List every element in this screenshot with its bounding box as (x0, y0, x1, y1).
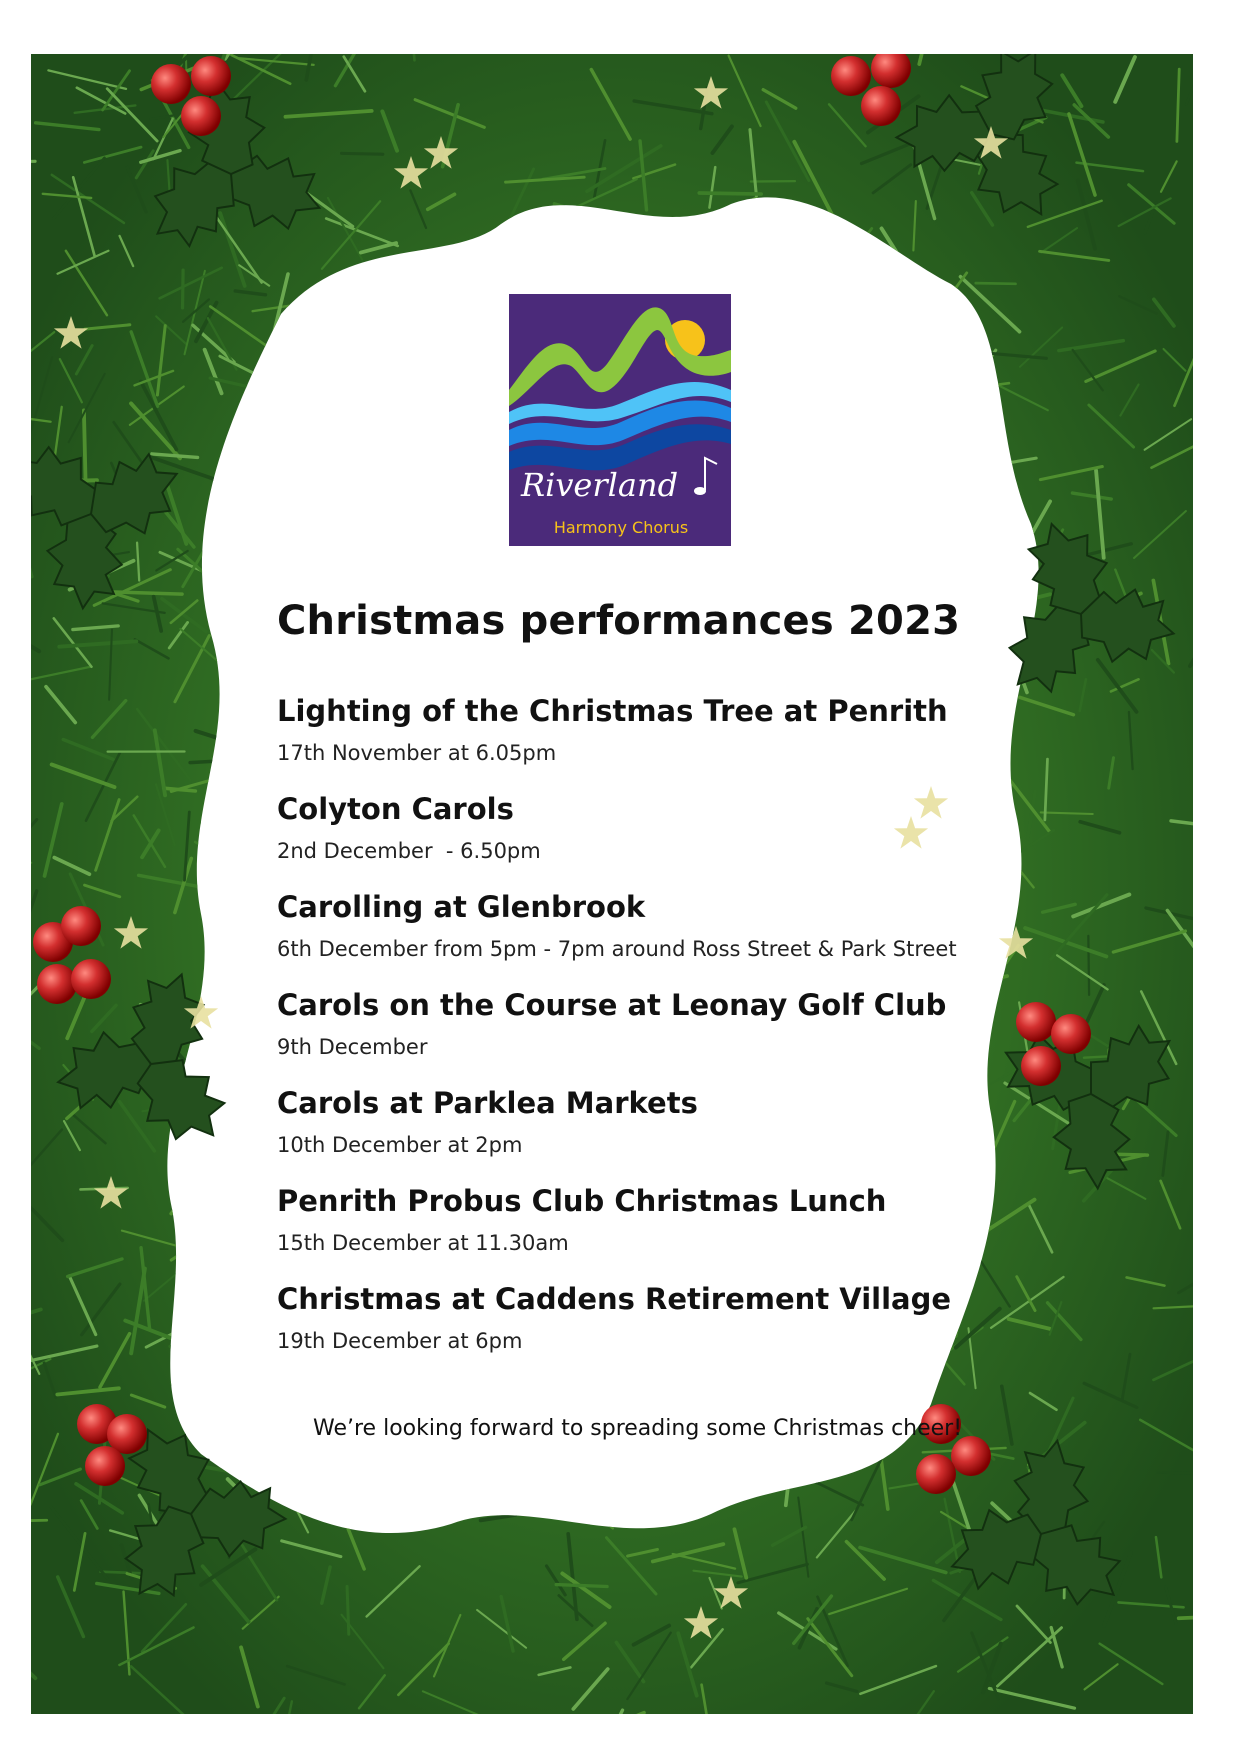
holly-berry (831, 56, 871, 96)
holly-berry (1016, 1002, 1056, 1042)
event-name: Christmas at Caddens Retirement Village (277, 1282, 952, 1316)
holly-berry (61, 906, 101, 946)
holly-berry (151, 64, 191, 104)
logo-artwork (509, 294, 731, 546)
pine-needle (1157, 1473, 1193, 1474)
event-time: 9th December (277, 1035, 428, 1059)
event-time: 17th November at 6.05pm (277, 741, 557, 765)
pine-needle (748, 1402, 822, 1404)
holly-berry (1021, 1046, 1061, 1086)
holly-berry (1051, 1014, 1091, 1054)
page-title: Christmas performances 2023 (277, 598, 961, 644)
event-name: Carols at Parklea Markets (277, 1086, 698, 1120)
holly-berry (181, 96, 221, 136)
holly-berry (85, 1446, 125, 1486)
holly-berry (916, 1454, 956, 1494)
holly-berry (191, 56, 231, 96)
pine-needle (183, 270, 184, 308)
event-name: Colyton Carols (277, 792, 514, 826)
pine-needle (254, 1434, 256, 1470)
logo-subtitle: Harmony Chorus (553, 518, 689, 537)
event-name: Carolling at Glenbrook (277, 890, 646, 924)
event-time: 2nd December - 6.50pm (277, 839, 541, 863)
event-item (277, 1280, 977, 1378)
closing-message: We’re looking forward to spreading some Christmas cheer! (313, 1416, 963, 1441)
pine-needle (912, 426, 913, 504)
event-name: Penrith Probus Club Christmas Lunch (277, 1184, 887, 1218)
event-time: 10th December at 2pm (277, 1133, 523, 1157)
event-item (277, 888, 977, 986)
event-item (277, 790, 977, 888)
holly-berry (71, 959, 111, 999)
pine-needle (1088, 936, 1089, 995)
pine-needle (976, 283, 1016, 284)
event-name: Lighting of the Christmas Tree at Penrith (277, 694, 948, 728)
pine-needle (699, 193, 761, 194)
event-item (277, 692, 977, 790)
holly-berry (861, 86, 901, 126)
pine-needle (645, 1466, 694, 1469)
pine-needle (31, 1520, 47, 1521)
event-time: 6th December from 5pm - 7pm around Ross Street & Park Street (277, 937, 957, 961)
holly-berry (951, 1436, 991, 1476)
event-time: 15th December at 11.30am (277, 1231, 569, 1255)
riverland-logo (509, 294, 731, 546)
pine-needle (342, 153, 383, 154)
music-note-head (694, 487, 706, 495)
pine-needle (198, 1259, 199, 1311)
holly-berry (37, 964, 77, 1004)
event-name: Carols on the Course at Leonay Golf Club (277, 988, 947, 1022)
pine-needle (994, 375, 995, 436)
pine-needle (230, 990, 272, 991)
event-item (277, 1084, 977, 1182)
event-time: 19th December at 6pm (277, 1329, 523, 1353)
pine-needle (347, 1586, 349, 1634)
pine-needle (556, 1585, 607, 1587)
pine-needle (838, 408, 839, 459)
pine-needle (249, 1131, 251, 1168)
event-item (277, 986, 977, 1084)
event-item (277, 1182, 977, 1280)
logo-script-text: Riverland (521, 466, 679, 504)
pine-needle (736, 435, 737, 489)
event-list (277, 692, 977, 1378)
